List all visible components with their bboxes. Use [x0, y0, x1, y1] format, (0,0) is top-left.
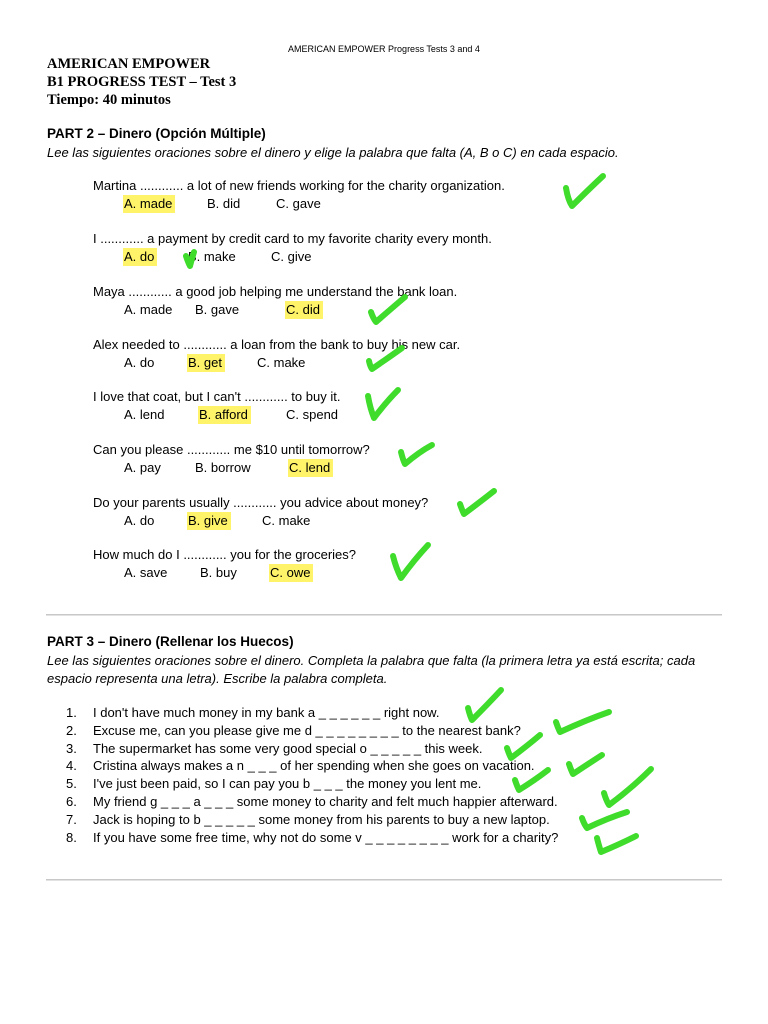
answer-options	[93, 301, 457, 319]
checkmark-icon	[393, 545, 428, 578]
option-c[interactable]: C. give	[271, 249, 312, 264]
option-b[interactable]: B. borrow	[195, 460, 251, 475]
answer-options	[93, 564, 356, 582]
answer-options	[93, 195, 505, 213]
option-c[interactable]: C. spend	[286, 407, 339, 422]
item-text: If you have some free time, why not do some v _ _ _ _ _ _ _ _ work for a charity?	[93, 829, 559, 845]
option-c[interactable]: C. make	[257, 355, 306, 370]
option-c[interactable]: C. owe	[269, 564, 313, 582]
answer-options	[93, 406, 340, 424]
question-text: Alex needed to ............ a loan from the bank to buy his new car.	[93, 337, 461, 352]
mc-question-8	[93, 546, 356, 582]
checkmark-icon	[604, 769, 651, 805]
question-text: How much do I ............ you for the groceries?	[93, 547, 357, 562]
test-title: B1 PROGRESS TEST – Test 3	[47, 74, 237, 90]
checkmark-icon	[556, 712, 609, 732]
section-divider	[46, 614, 722, 616]
answer-options	[93, 459, 370, 477]
item-number: 8.	[66, 829, 77, 845]
item-number: 5.	[66, 776, 77, 792]
mc-question-6	[93, 441, 370, 477]
option-a[interactable]: A. do	[123, 248, 157, 266]
item-text: Excuse me, can you please give me d _ _ _ _ _ _ _ _ to the nearest bank?	[93, 722, 521, 738]
list-item	[66, 793, 558, 811]
list-item	[66, 775, 558, 793]
item-number: 6.	[66, 793, 77, 809]
checkmark-icon	[582, 812, 627, 828]
answer-options	[93, 512, 428, 530]
list-item	[66, 722, 558, 740]
question-text: Martina ............ a lot of new friends working for the charity organization.	[93, 178, 505, 193]
option-b[interactable]: B. afford	[198, 406, 251, 424]
checkmark-icon	[569, 755, 602, 774]
option-a[interactable]: A. made	[123, 195, 175, 213]
option-a[interactable]: A. do	[124, 355, 155, 370]
fill-in-list	[66, 704, 558, 846]
item-number: 1.	[66, 705, 77, 720]
part3-title: PART 3 – Dinero (Rellenar los Huecos)	[47, 634, 294, 649]
item-number: 2.	[66, 722, 77, 738]
option-a[interactable]: A. pay	[124, 460, 161, 475]
option-a[interactable]: A. lend	[124, 407, 165, 422]
option-a[interactable]: A. save	[124, 565, 168, 580]
option-a[interactable]: A. do	[124, 513, 155, 528]
checkmark-icon	[401, 445, 432, 464]
test-heading	[47, 55, 236, 109]
item-number: 7.	[66, 811, 77, 827]
item-text: I've just been paid, so I can pay you b _ _ _ the money you lent me.	[93, 776, 482, 792]
option-a[interactable]: A. made	[124, 302, 173, 317]
option-b[interactable]: B. get	[187, 354, 225, 372]
item-text: My friend g _ _ _ a _ _ _ some money to charity and felt much happier afterward.	[93, 793, 558, 809]
option-c[interactable]: C. gave	[276, 196, 321, 211]
question-text: I ............ a payment by credit card to my favorite charity every month.	[93, 231, 492, 246]
option-b[interactable]: B. gave	[195, 302, 240, 317]
answer-options	[93, 354, 460, 372]
mc-question-5	[93, 388, 340, 424]
checkmark-icon	[460, 491, 494, 514]
part3-instructions: Lee las siguientes oraciones sobre el dinero. Completa la palabra que falta (la primera letra ya está escrita; cada espacio representa una letra). Escribe la palabra completa.	[47, 653, 696, 686]
item-number: 4.	[66, 758, 77, 774]
mc-question-1	[93, 177, 505, 213]
list-item	[66, 757, 558, 775]
item-text: I don't have much money in my bank a _ _ _ _ _ _ right now.	[93, 705, 440, 720]
question-text: I love that coat, but I can't ............ to buy it.	[93, 389, 341, 404]
option-b[interactable]: B. give	[187, 512, 231, 530]
item-text: Jack is hoping to b _ _ _ _ _ some money from his parents to buy a new laptop.	[93, 811, 550, 827]
checkmark-icon	[566, 176, 603, 206]
mc-question-3	[93, 283, 457, 319]
mc-question-2	[93, 230, 492, 266]
item-text: The supermarket has some very good special o _ _ _ _ _ this week.	[93, 740, 483, 756]
list-item	[66, 811, 558, 829]
list-item	[66, 740, 558, 758]
time-limit: Tiempo: 40 minutos	[47, 92, 171, 108]
part2-title: PART 2 – Dinero (Opción Múltiple)	[47, 126, 266, 141]
question-text: Do your parents usually ............ you advice about money?	[93, 495, 429, 510]
mc-question-7	[93, 494, 428, 530]
option-c[interactable]: C. lend	[288, 459, 333, 477]
question-text: Maya ............ a good job helping me understand the bank loan.	[93, 284, 458, 299]
checkmark-icon	[368, 390, 398, 418]
section-divider	[46, 879, 722, 881]
running-header: AMERICAN EMPOWER Progress Tests 3 and 4	[288, 44, 480, 54]
list-item	[66, 829, 558, 847]
answer-options	[93, 248, 492, 266]
mc-question-4	[93, 336, 460, 372]
option-c[interactable]: C. make	[262, 513, 311, 528]
list-item	[66, 704, 558, 722]
item-number: 3.	[66, 740, 77, 756]
checkmark-icon	[597, 836, 636, 852]
option-c[interactable]: C. did	[285, 301, 323, 319]
item-text: Cristina always makes a n _ _ _ of her spending when she goes on vacation.	[93, 758, 535, 774]
option-b[interactable]: B. make	[188, 249, 236, 264]
course-title: AMERICAN EMPOWER	[47, 56, 211, 72]
part2-instructions: Lee las siguientes oraciones sobre el dinero y elige la palabra que falta (A, B o C) en cada espacio.	[47, 145, 619, 160]
option-b[interactable]: B. buy	[200, 565, 237, 580]
option-b[interactable]: B. did	[207, 196, 241, 211]
question-text: Can you please ............ me $10 until tomorrow?	[93, 442, 370, 457]
